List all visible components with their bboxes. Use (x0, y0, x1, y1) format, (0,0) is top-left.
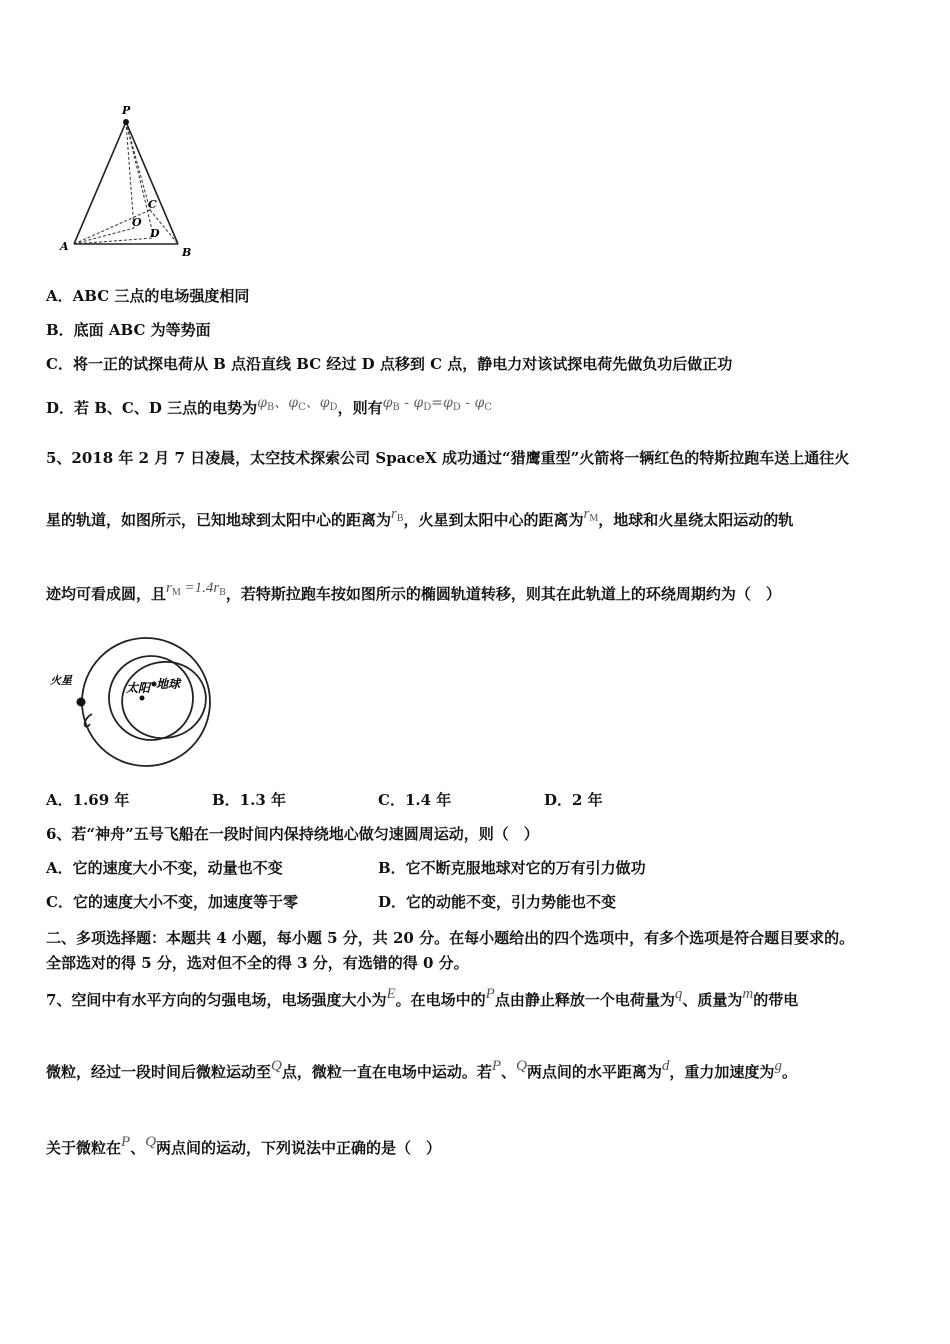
section2-line2: 全部选对的得 5 分，选对但不全的得 3 分，有选错的得 0 分。 (46, 954, 469, 972)
earth-label: 地球 (156, 677, 181, 691)
sun-label: 太阳 (126, 681, 151, 695)
var-m: m (742, 986, 754, 1002)
q4-option-d-mid: ，则有 (337, 399, 383, 417)
q6-stem: 6、若“神舟”五号飞船在一段时间内保持绕地心做匀速圆周运动，则（ ） (46, 825, 539, 843)
q4-option-d: D．若 B、C、D 三点的电势为$\varphi_B$、$\varphi_C$、$\varphi_D$，则有$\varphi_B - \varphi_D=\varphi_D - \varphi_C$ (46, 395, 492, 417)
phi-symbol: $\varphi_D$ (319, 395, 338, 413)
q6-option-d: D．它的动能不变，引力势能也不变 (378, 893, 617, 911)
q6-option-a: A．它的速度大小不变，动量也不变 (46, 859, 283, 877)
q6-option-c: C．它的速度大小不变，加速度等于零 (46, 893, 298, 911)
q6-option-b: B．它不断克服地球对它的万有引力做功 (378, 859, 646, 877)
q5-line2: 星的轨道，如图所示，已知地球到太阳中心的距离为$r_B$，火星到太阳中心的距离为$r_M$，地球和火星绕太阳运动的轨 (46, 506, 794, 529)
label-b: B (182, 246, 192, 259)
ratio-equation: $r_M =1.4r_B$ (166, 580, 226, 598)
q4-option-a: A．ABC 三点的电场强度相同 (46, 287, 250, 305)
phi-symbol: $\varphi_B$ (257, 395, 275, 413)
section2-line1: 二、多项选择题：本题共 4 小题，每小题 5 分，共 20 分。在每小题给出的四个选项中，有多个选项是符合题目要求的。 (46, 929, 855, 947)
q5-option-a: A．1.69 年 (46, 791, 130, 809)
q4-option-d-prefix: D．若 B、C、D 三点的电势为 (46, 399, 258, 417)
pyramid-figure (56, 100, 206, 262)
label-p: P (122, 104, 131, 117)
var-big-q: Q (271, 1058, 282, 1074)
var-big-q: Q (516, 1058, 527, 1074)
mars-label: 火星 (50, 674, 72, 687)
orbit-figure (46, 636, 216, 772)
label-o: O (132, 216, 142, 229)
q4-option-b: B．底面 ABC 为等势面 (46, 321, 211, 339)
q5-option-d: D．2 年 (544, 791, 603, 809)
q7-line1: 7、空间中有水平方向的匀强电场，电场强度大小为E。在电场中的P点由静止释放一个电荷量为q、质量为m的带电 (46, 986, 799, 1009)
q5-option-b: B．1.3 年 (212, 791, 286, 809)
q5-option-c: C．1.4 年 (378, 791, 452, 809)
var-d: d (661, 1058, 670, 1074)
var-p: P (491, 1058, 502, 1074)
r-m-symbol: $r_M$ (583, 506, 599, 524)
r-b-symbol: $r_B$ (391, 506, 404, 524)
var-g: g (774, 1058, 782, 1074)
var-p: P (485, 986, 495, 1002)
label-c: C (148, 198, 157, 211)
var-big-q: Q (145, 1134, 157, 1150)
label-d: D (150, 227, 160, 240)
var-p: P (121, 1134, 131, 1150)
phi-symbol: $\varphi_C$ (288, 395, 306, 413)
q4-option-c: C．将一正的试探电荷从 B 点沿直线 BC 经过 D 点移到 C 点，静电力对该试探电荷先做负功后做正功 (46, 355, 733, 373)
q5-line1: 5、2018 年 2 月 7 日凌晨，太空技术探索公司 SpaceX 成功通过“猎鹰重型”火箭将一辆红色的特斯拉跑车送上通往火 (46, 449, 850, 467)
potential-equation: $\varphi_B - \varphi_D=\varphi_D - \varphi_C$ (382, 395, 492, 413)
var-q: q (674, 986, 683, 1002)
q7-line2: 微粒，经过一段时间后微粒运动至Q点，微粒一直在电场中运动。若P、Q两点间的水平距离为d，重力加速度为g。 (46, 1058, 797, 1081)
q7-line3: 关于微粒在P、Q两点间的运动，下列说法中正确的是（ ） (46, 1134, 442, 1157)
var-e: E (386, 986, 396, 1002)
q5-line3: 迹均可看成圆，且$r_M =1.4r_B$，若特斯拉跑车按如图所示的椭圆轨道转移，则其在此轨道上的环绕周期约为（ ） (46, 580, 781, 603)
label-a: A (60, 240, 69, 253)
